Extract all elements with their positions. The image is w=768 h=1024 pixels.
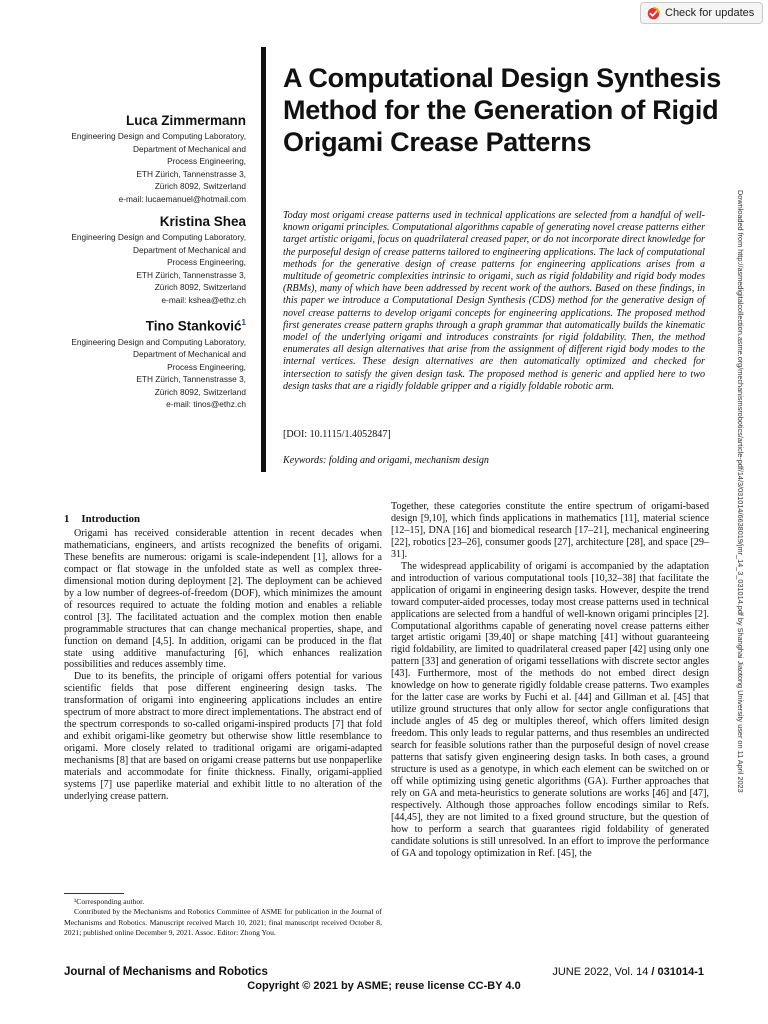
doi-link[interactable]: [DOI: 10.1115/1.4052847] (283, 429, 391, 440)
affiliation-line: Process Engineering, (167, 361, 246, 372)
check-for-updates-button[interactable] (640, 2, 763, 24)
affiliation-line: Department of Mechanical and (133, 143, 246, 154)
footnote-corresponding-author: ¹Corresponding author. (74, 897, 145, 906)
title-divider-bar (261, 47, 266, 472)
author-name (40, 112, 246, 130)
author-name-text: Kristina Shea (159, 214, 246, 229)
paragraph: Due to its benefits, the principle of origami offers potential for various scientific fields that pose different engineering design tasks. The transformation of origami into engineering applications includes an entire spectrum of more abstract to more direct implementations. The abstract end of the spectrum corresponds to so-called origami-inspired products [7] that fold and exhibit origami-like geometry but otherwise show little resemblance to origami. More closely related to traditional origami are origami-adapted mechanisms [8] that are based on origami crease patterns but use nonpaperlike materials and accommodate for finite thickness. Finally, origami-applied systems [7] use paperlike material and exhibit little to no alteration of the underlying crease pattern. (64, 671, 382, 802)
abstract: Today most origami crease patterns used in technical applications are selected from a handful of well-known origami principles. Computational algorithms capable of generating novel crease patterns either target artistic origami, focus on quadrilateral creased paper, or do not incorporate direct knowledge for the purposeful design of crease patterns tailored to engineering applications. The lack of computational methods for the generative design of crease patterns for engineering applications arises from a multitude of geometric complexities intrinsic to origami, such as rigid foldability and rigid body modes (RBMs), many of which have been addressed by recent work of the authors. Based on these findings, in this paper we introduce a Computational Design Synthesis (CDS) method for the generative design of novel crease patterns to develop origami concepts for engineering applications. The proposed method first generates crease pattern graphs through a graph grammar that automatically builds the kinematic model of the underlying origami and introduces constraints for rigid foldability. Then, the method enumerates all design alternatives that arise from the assignment of different rigid body modes to the internal vertices. These design alternatives are then automatically optimized and checked for intersection to satisfy the given design task. The proposed method is generic and applied here to two design tasks that are a rigidly foldable gripper and a rigidly foldable robotic arm. (283, 210, 705, 392)
author-name-text: Luca Zimmermann (125, 113, 246, 128)
footnote-publication-info: Contributed by the Mechanisms and Robotics Committee of ASME for publication in the Journal of Mechanisms and Robotics. Manuscript received March 10, 2021; final manuscript received October 8, 2021; published online December 9, 2021. Assoc. Editor: Zhong You. (64, 907, 382, 938)
author-entry (40, 213, 246, 306)
author-entry (40, 112, 246, 205)
issue-volume: JUNE 2022, Vol. 14 (552, 966, 649, 978)
paper-title: A Computational Design Synthesis Method for the Generation of Rigid Origami Crease Patterns (283, 63, 721, 157)
check-for-updates-icon (647, 7, 660, 20)
section-title: Introduction (81, 513, 141, 525)
author-entry (40, 314, 246, 411)
author-email[interactable]: e-mail: lucaemanuel@hotmail.com (118, 193, 246, 204)
author-name (40, 314, 246, 336)
journal-name: Journal of Mechanisms and Robotics (64, 966, 268, 978)
affiliation-line: ETH Zürich, Tannenstrasse 3, (136, 269, 246, 280)
affiliation-line: ETH Zürich, Tannenstrasse 3, (136, 168, 246, 179)
left-column (64, 512, 382, 803)
keywords: Keywords: folding and origami, mechanism design (283, 455, 489, 466)
paragraph: Origami has received considerable attention in recent decades when mathematicians, engineers, and artists recognized the benefits of origami. These benefits are numerous: origami is scale-independent [1], allows for a compact or flat stowage in the unfolded state as well as complex three-dimensional motion during deployment [2]. The deployment can be achieved by a low number of degrees-of-freedom (DOF), which minimizes the amount of resources required to actuate the folding motion and enables a reliable control [3]. The facilitated actuation and the complex motion then enable programmable structures that can change mechanical properties, shape, and function on demand [4,5]. In addition, origami can be produced in the flat state using additive manufacturing [6], which enhances realization possibilities and reduces assembly time. (64, 528, 382, 671)
affiliation-line: Department of Mechanical and (133, 244, 246, 255)
affiliation-line: ETH Zürich, Tannenstrasse 3, (136, 374, 246, 384)
section-number: 1 (64, 513, 70, 525)
download-note: Downloaded from http://asmedigitalcollection.asme.org/mechanismsrobotics/article-pdf/14/3/031014/6638019/jmr_14_3_031014.pdf by Shanghai Jiaotong University user on 11 April 2023 (736, 190, 745, 793)
footnote-rule (64, 893, 124, 894)
right-column (391, 501, 709, 860)
affiliation-line: Process Engineering, (167, 156, 246, 166)
affiliation-line: Zürich 8092, Switzerland (154, 282, 246, 292)
check-for-updates-label: Check for updates (665, 7, 755, 19)
author-email[interactable]: e-mail: kshea@ethz.ch (161, 294, 246, 305)
affiliation-line: Department of Mechanical and (133, 349, 246, 359)
section-heading (64, 512, 382, 526)
affiliation-line: Zürich 8092, Switzerland (154, 386, 246, 397)
affiliation-line: Engineering Design and Computing Laboratory, (71, 232, 246, 242)
footnotes (64, 897, 382, 939)
affiliation-line: Process Engineering, (167, 257, 246, 267)
paragraph: Together, these categories constitute the entire spectrum of origami-based design [9,10], which finds applications in mathematics [11], material science [12–15], DNA [16] and biomedical research [17–21], mechanical engineering [22], robotics [23–26], consumer goods [27], architecture [28], and space [29–31]. (391, 501, 709, 560)
author-name-text: Tino Stanković (145, 318, 242, 334)
paragraph: The widespread applicability of origami is accompanied by the adaptation and introduction of various computational tools [10,32–38] that facilitate the application of origami in engineering design tasks. However, despite the trend toward computer-aided processes, today most crease patterns used in technical applications are selected from a handful of well-known origami principles [2]. Computational algorithms capable of generating novel crease patterns either target artistic origami [39,40] or shape matching [41] without guaranteeing rigid foldability, are limited to quadrilateral creased paper [42] using only one pattern [33] and generation of origami tessellations with discrete sector angles [43]. Furthermore, most of the methods do not embed direct design knowledge on how to generate rigidly foldable crease patterns. Two examples for the latter case are works by Fuchi et al. [44] and Gillman et al. [45] that utilize ground structures that only allow for sector angle configurations that include angles of 45 deg or multiples thereof, which offers limited design freedom. This only leads to regular patterns, and thus resembles an undirected search for feasible solutions rather than the purposeful design of novel crease patterns that satisfy given engineering design tasks. In both cases, a ground structure is used as a genotype, in which each element can be switched on or off while optimizing using genetic algorithms (GA). Further approaches that rely on GA and meta-heuristics to generate solutions are works [46] and [47], respectively. Although those approaches follow encodings similar to Refs. [44,45], they are not limited to a fixed ground structure, but the question of how to perform a search that guarantees rigid foldability of generated candidate solutions is still unresolved. In an effort to improve the performance of GA and topology optimization in Ref. [45], the (391, 560, 709, 859)
affiliation-line: Engineering Design and Computing Laboratory, (71, 131, 246, 141)
issue-info (552, 966, 704, 978)
author-name (40, 213, 246, 231)
issue-separator: / (648, 966, 658, 978)
copyright-line: Copyright © 2021 by ASME; reuse license CC-BY 4.0 (247, 980, 521, 992)
author-block (40, 112, 246, 419)
article-number: 031014-1 (657, 966, 704, 978)
author-email[interactable]: e-mail: tinos@ethz.ch (166, 399, 246, 409)
affiliation-line: Zürich 8092, Switzerland (154, 181, 246, 191)
affiliation-line: Engineering Design and Computing Laboratory, (71, 336, 246, 347)
corresponding-author-mark[interactable]: 1 (241, 318, 246, 327)
